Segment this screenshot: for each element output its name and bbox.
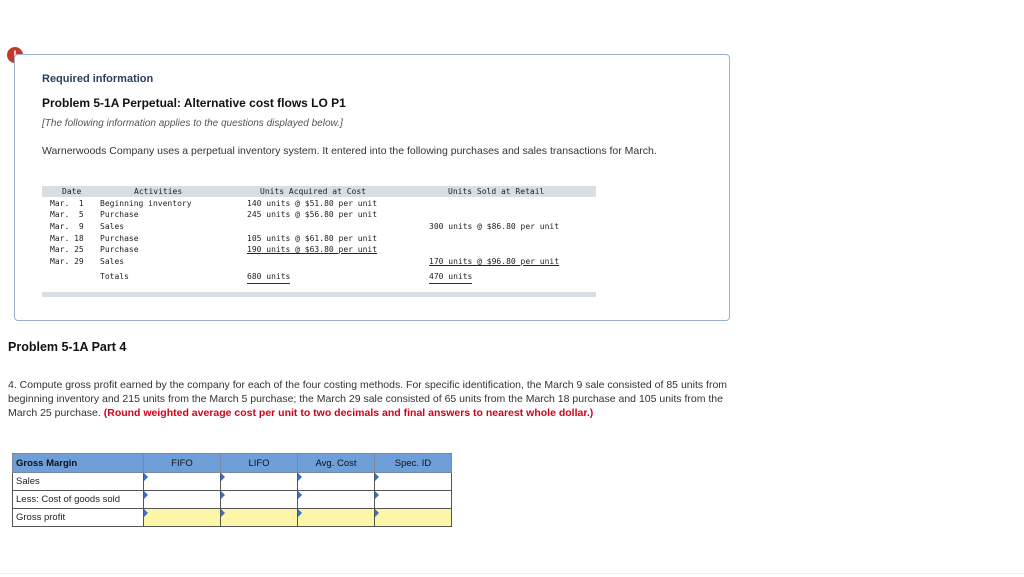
column-lifo: LIFO [221,454,298,473]
column-fifo: FIFO [144,454,221,473]
sales-lifo-input[interactable] [221,473,298,491]
row-date: Mar. 1 [50,199,84,208]
cogs-lifo-input[interactable] [221,491,298,509]
problem-title: Problem 5-1A Perpetual: Alternative cost flows LO P1 [42,96,346,110]
input-marker-icon [221,509,225,517]
required-information-heading: Required information [42,73,154,85]
row-activity: Purchase [100,210,139,219]
row-date: Mar. 29 [50,257,84,266]
row-activity: Purchase [100,234,139,243]
gross-margin-header: Gross Margin [13,454,144,473]
cogs-avg-cost-input[interactable] [298,491,375,509]
gross-profit-spec-id-input[interactable] [375,509,452,527]
rounding-instruction: (Round weighted average cost per unit to two decimals and final answers to nearest whole dollar.) [103,407,594,419]
header-units-sold: Units Sold at Retail [448,187,545,196]
question-text [8,378,732,420]
input-marker-icon [298,509,302,517]
row-label-gross-profit: Gross profit [13,509,144,527]
sales-avg-cost-input[interactable] [298,473,375,491]
gross-profit-fifo-input[interactable] [144,509,221,527]
row-activity: Sales [100,222,125,231]
inventory-table [42,186,596,298]
input-marker-icon [144,473,148,481]
input-marker-icon [375,473,379,481]
row-activity: Purchase [100,245,139,254]
row-activity: Beginning inventory [100,199,192,208]
row-activity: Sales [100,257,125,266]
gross-profit-lifo-input[interactable] [221,509,298,527]
cogs-fifo-input[interactable] [144,491,221,509]
input-marker-icon [298,491,302,499]
total-sold: 470 units [429,271,472,284]
header-activities: Activities [134,187,183,196]
row-acquired: 190 units @ $63.80 per unit [247,245,378,254]
input-marker-icon [221,491,225,499]
input-marker-icon [298,473,302,481]
totals-label: Totals [100,272,129,281]
row-acquired: 105 units @ $61.80 per unit [247,234,378,243]
applies-note: [The following information applies to the questions displayed below.] [42,118,343,129]
row-date: Mar. 25 [50,245,84,254]
row-date: Mar. 5 [50,210,84,219]
gross-profit-avg-cost-input[interactable] [298,509,375,527]
row-label-sales: Sales [13,473,144,491]
row-sold: 300 units @ $86.80 per unit [429,222,560,231]
input-marker-icon [144,509,148,517]
input-marker-icon [221,473,225,481]
column-avg-cost: Avg. Cost [298,454,375,473]
question-body: 4. Compute gross profit earned by the company for each of the four costing methods. For specific identification, the March 9 sale consisted of 85 units from beginning inventory and 215 units from the March 5 purchase; the March 29 sale consisted of 65 units from the March 18 purchase and 105 units from the March 25 purchase. [8,379,728,419]
header-units-acquired: Units Acquired at Cost [260,187,366,196]
input-marker-icon [375,509,379,517]
row-acquired: 140 units @ $51.80 per unit [247,199,378,208]
row-label-cogs: Less: Cost of goods sold [13,491,144,509]
input-marker-icon [375,491,379,499]
column-spec-id: Spec. ID [375,454,452,473]
sales-fifo-input[interactable] [144,473,221,491]
sales-spec-id-input[interactable] [375,473,452,491]
cogs-spec-id-input[interactable] [375,491,452,509]
row-date: Mar. 18 [50,234,84,243]
problem-description: Warnerwoods Company uses a perpetual inventory system. It entered into the following purchases and sales transactions for March. [42,145,657,157]
row-date: Mar. 9 [50,222,84,231]
required-information-panel [14,54,730,321]
header-date: Date [62,187,82,196]
total-acquired: 680 units [247,271,290,284]
row-acquired: 245 units @ $56.80 per unit [247,210,378,219]
part-title: Problem 5-1A Part 4 [8,340,127,354]
input-marker-icon [144,491,148,499]
footer-divider [0,573,1024,574]
gross-margin-table [12,453,452,527]
inventory-bottom-band [42,292,596,297]
row-sold: 170 units @ $96.80 per unit [429,257,560,266]
